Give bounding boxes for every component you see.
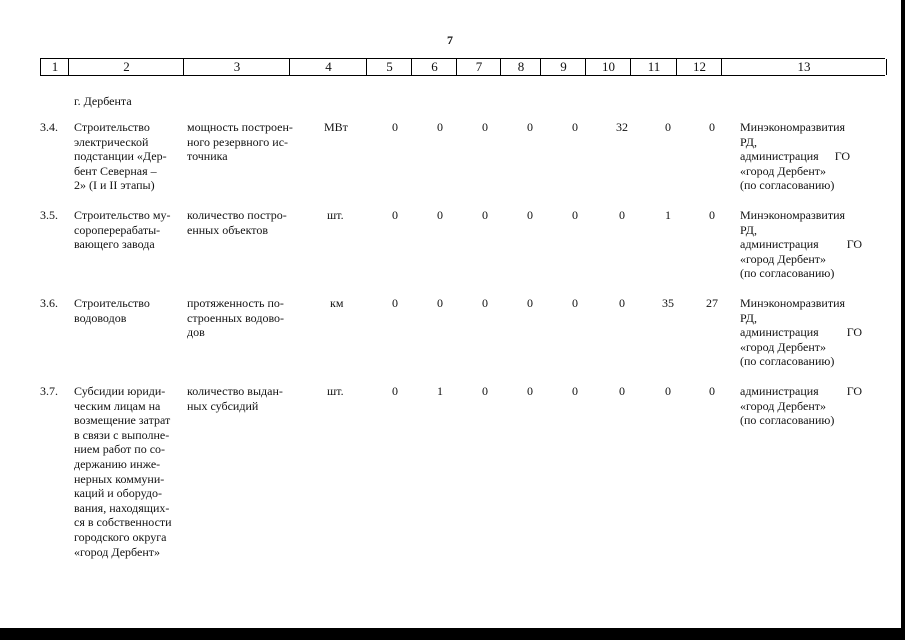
row-indicator: протяженность по- строенных водово- дов	[187, 296, 285, 340]
row-value: 0	[709, 384, 715, 398]
row-value: 32	[616, 120, 628, 134]
row-number: 3.5.	[40, 208, 58, 222]
row-responsible: администрация ГО «город Дербент» (по согласованию)	[740, 384, 862, 428]
row-value: 0	[619, 208, 625, 222]
row-value: 0	[392, 208, 398, 222]
row-value: 0	[437, 120, 443, 134]
header-col-2: 2	[68, 59, 184, 75]
header-col-5: 5	[366, 59, 412, 75]
row-responsible: Минэкономразвития РД, администрация ГО «город Дербент» (по согласованию)	[740, 120, 850, 193]
row-unit: шт.	[327, 384, 344, 398]
row-value: 0	[527, 208, 533, 222]
header-col-7: 7	[456, 59, 501, 75]
row-responsible: Минэкономразвития РД, администрация ГО «город Дербент» (по согласованию)	[740, 208, 862, 281]
row-unit: МВт	[324, 120, 348, 134]
header-col-1: 1	[40, 59, 69, 75]
row-value: 0	[482, 120, 488, 134]
row-value: 0	[665, 120, 671, 134]
row-number: 3.7.	[40, 384, 58, 398]
row-value: 0	[527, 296, 533, 310]
header-col-11: 11	[630, 59, 677, 75]
row-value: 0	[527, 120, 533, 134]
row-value: 0	[482, 208, 488, 222]
row-responsible: Минэкономразвития РД, администрация ГО «город Дербент» (по согласованию)	[740, 296, 862, 369]
row-value: 0	[392, 296, 398, 310]
row-name: Строительство электрической подстанции «Дер- бент Северная – 2» (I и II этапы)	[74, 120, 167, 193]
row-unit: км	[330, 296, 344, 310]
row-value: 0	[437, 296, 443, 310]
row-value: 35	[662, 296, 674, 310]
row-value: 0	[572, 296, 578, 310]
row-value: 0	[619, 384, 625, 398]
page-edge-bottom	[0, 628, 905, 640]
row-indicator: количество выдан- ных субсидий	[187, 384, 283, 413]
header-col-9: 9	[540, 59, 586, 75]
row-indicator: мощность построен- ного резервного ис- точника	[187, 120, 293, 164]
row-name: Субсидии юриди- ческим лицам на возмещение затрат в связи с выполне- нием работ по со- держанию инже- нерных коммуни- каций и оборудо- вания, находящих- ся в собственности городского округа «город Дербент»	[74, 384, 172, 559]
page-number: 7	[447, 33, 453, 47]
row-value: 27	[706, 296, 718, 310]
row-value: 0	[709, 120, 715, 134]
row-number: 3.6.	[40, 296, 58, 310]
header-col-3: 3	[183, 59, 290, 75]
row-name: Строительство му- сороперерабаты- вающего завода	[74, 208, 171, 252]
table-header	[40, 58, 885, 76]
row-value: 0	[709, 208, 715, 222]
section-label: г. Дербента	[74, 94, 132, 108]
header-col-12: 12	[676, 59, 722, 75]
row-indicator: количество постро- енных объектов	[187, 208, 287, 237]
row-value: 0	[482, 296, 488, 310]
row-name: Строительство водоводов	[74, 296, 150, 325]
row-value: 1	[665, 208, 671, 222]
row-value: 0	[527, 384, 533, 398]
page-edge-right	[901, 0, 905, 640]
row-value: 0	[572, 208, 578, 222]
row-number: 3.4.	[40, 120, 58, 134]
header-col-13: 13	[721, 59, 887, 75]
row-value: 0	[392, 120, 398, 134]
row-value: 0	[482, 384, 488, 398]
row-value: 0	[619, 296, 625, 310]
row-value: 0	[392, 384, 398, 398]
row-unit: шт.	[327, 208, 344, 222]
header-col-8: 8	[500, 59, 541, 75]
header-col-4: 4	[289, 59, 367, 75]
row-value: 0	[572, 120, 578, 134]
row-value: 1	[437, 384, 443, 398]
row-value: 0	[437, 208, 443, 222]
header-col-6: 6	[411, 59, 457, 75]
header-col-10: 10	[585, 59, 631, 75]
row-value: 0	[572, 384, 578, 398]
row-value: 0	[665, 384, 671, 398]
